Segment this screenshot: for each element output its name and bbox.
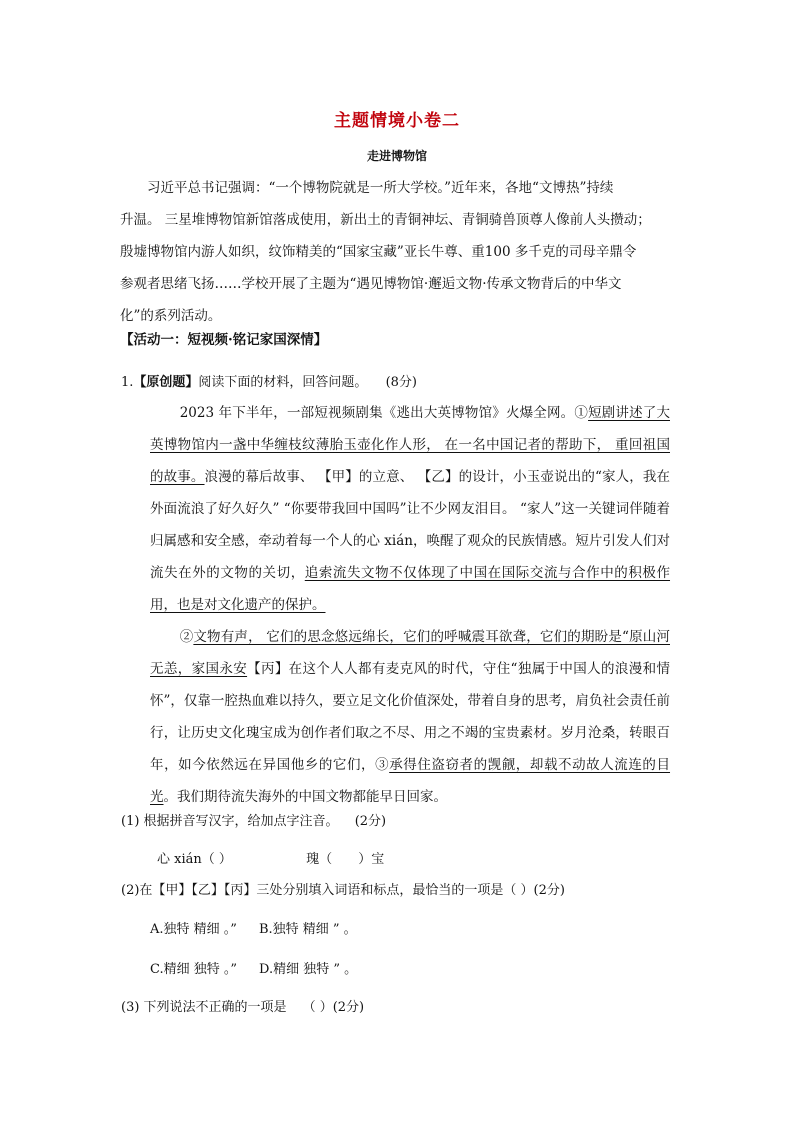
options-row-1 [150, 918, 357, 937]
option-b: B.独特 精细 ” 。 [258, 922, 357, 937]
option-d: D.精细 独特 ” 。 [259, 962, 358, 977]
question-number: 1. [121, 375, 134, 390]
answer-blank: （ ） [302, 1000, 333, 1015]
option-a: A.独特 精细 。” [150, 922, 237, 937]
blank-suffix: ）宝 [358, 852, 385, 867]
intro-line: 化”的系列活动。 [120, 308, 222, 324]
intro-line: 习近平总书记强调：“一个博物院就是一所大学校。”近年来，各地“文博热”持续 [147, 180, 614, 196]
question-tag: 【原创题】 [133, 375, 199, 390]
passage-paragraph-2 [150, 621, 670, 813]
intro-line: 殷墟博物馆内游人如织，纹饰精美的“国家宝藏”亚长牛尊、重100 多千克的司母辛鼎令 [120, 244, 637, 260]
option-c: C.精细 独特 。” [150, 962, 238, 977]
subquestion-text: (1) 根据拼音写汉字，给加点字注音。 [121, 814, 339, 829]
subquestion-1-items [157, 848, 384, 867]
blank-prefix: 瑰（ [306, 852, 333, 867]
subquestion-score: (2分) [332, 1000, 365, 1015]
passage-text: ② [179, 629, 194, 645]
intro-line: 升温。 三星堆博物馆新馆落成使用，新出土的青铜神坛、青铜骑兽顶尊人像前人头攒动； [120, 212, 651, 228]
underlined-sentence-1: 短剧讲述了大英博物馆内一盏中华缠枝纹薄胎玉壶化作人形， 在一名中国记者的帮助下， 重回祖国的故事。 [150, 405, 670, 485]
question-1-header [121, 371, 417, 390]
subquestion-2: (2)在【甲】【乙】【丙】三处分别填入词语和标点，最恰当的一项是（ ）(2分) [121, 883, 565, 898]
page-title: 主题情境小卷二 [334, 111, 460, 131]
underlined-sentence-3: 承得住盗窃者的觊觎，却载不动故人流连的目光 [150, 757, 671, 805]
options-row-2 [150, 958, 357, 977]
passage-text: 【丙】在这个人人都有麦克风的时代，守住“独属于中国人的浪漫和情怀”，仅靠一腔热血难以持久，要立足文化价值深处，带着自身的思考，肩负社会责任前行，让历史文化瑰宝成为创作者们取之不尽、用之不竭的宝贵素材。岁月沧桑，转眼百年，如今依然远在异国他乡的它们，③ [150, 661, 671, 773]
intro-paragraph [120, 172, 680, 332]
blank-item-b [306, 848, 384, 867]
blank-item-a: 心 xián（ ） [157, 852, 232, 867]
subquestion-1 [121, 810, 386, 829]
question-text: 阅读下面的材料，回答问题。 [198, 375, 368, 390]
section-subtitle: 走进博物馆 [366, 149, 427, 163]
passage-text: 2023 年下半年，一部短视频剧集《逃出大英博物馆》火爆全网。① [179, 405, 589, 421]
passage-text: 。我们期待流失海外的中国文物都能早日回家。 [163, 789, 447, 805]
activity-heading: 【活动一：短视频·铭记家国深情】 [120, 332, 328, 348]
passage-text: 浪漫的幕后故事、 【甲】的立意、 【乙】的设计，小玉壶说出的“家人，我在外面流浪了好久好久” “你要带我回中国吗”让不少网友泪目。 “家人”这一关键词伴随着归属感和安全感，牵动着每一个人的心 xián，唤醒了观众的民族情感。短片引发人们对流失在外的文物的关切， [150, 469, 670, 581]
intro-line: 参观者思绪飞扬……学校开展了主题为“遇见博物馆·邂逅文物·传承文物背后的中华文 [120, 276, 622, 292]
underlined-sentence-2: 文物有声， 它们的思念悠远绵长，它们的呼喊震耳欲聋，它们的期盼是“原山河无恙，家国永安 [150, 629, 670, 677]
subquestion-score: (2分) [354, 814, 387, 829]
passage-paragraph-1 [150, 397, 670, 621]
subquestion-3 [121, 996, 364, 1015]
underlined-sentence: 追索流失文物不仅体现了中国在国际交流与合作中的积极作用，也是对文化遗产的保护。 [150, 565, 671, 613]
subquestion-text: (3) 下列说法不正确的一项是 [121, 1000, 287, 1015]
reading-passage [150, 397, 670, 813]
question-score: (8分) [385, 375, 417, 390]
